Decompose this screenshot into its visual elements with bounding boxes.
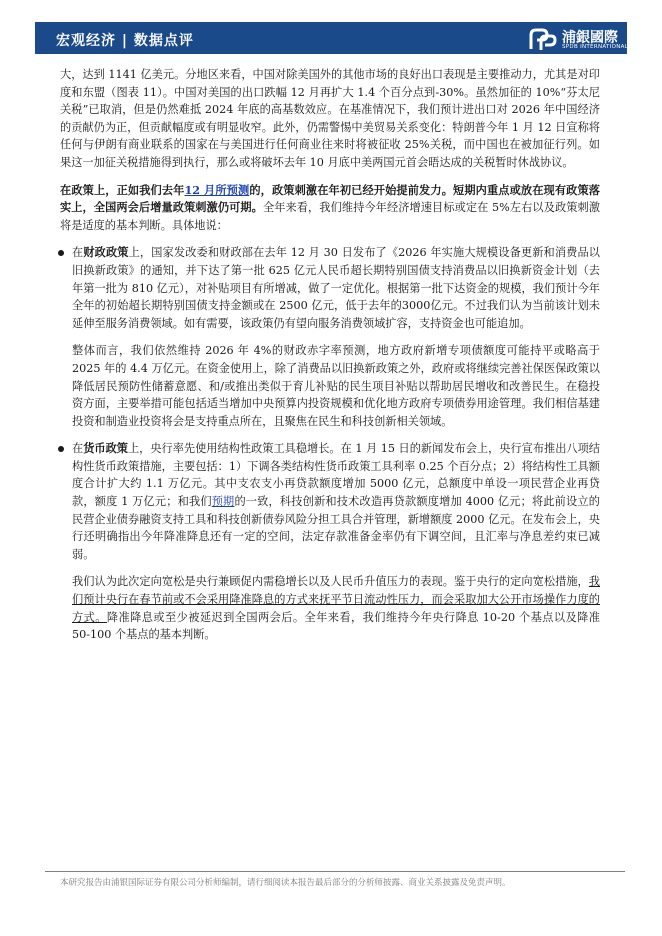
monetary-bullet <box>72 440 600 563</box>
monetary-bullet-text-a: 上，央行率先使用结构性政策工具稳增长。在 1 月 15 日的新闻发布会上，央行宣布推出八项结构性货币政策措施，主要包括：1）下调各类结构性货币政策工具利率 0.25 个百分点；2）将结构性工具额度合计扩大约 1.1 万亿元。其中支农支小再贷款额度增加 5000 亿元，总额度中单设一项民营企业再贷款，额度 1 万亿元；和我们 <box>72 442 600 509</box>
footer-disclaimer: 本研究报告由浦银国际证券有限公司分析师编制，请行细阅读本报告最后部分的分析师披露、商业关系披露及免责声明。 <box>60 878 511 888</box>
monetary-p2-b: 降准降息或至少被延迟到全国两会后。全年来看，我们维持今年央行降息 10-20 个基点以及降准 50-100 个基点的基本判断。 <box>72 610 600 642</box>
trade-paragraph: 大，达到 1141 亿美元。分地区来看，中国对除美国外的其他市场的良好出口表现是主要推动力，尤其是对印度和东盟（图表 11）。中国对美国的出口跌幅 12 月再扩大 1.4 个百分点到-30%。虽然加征的 10%“芬太尼关税”已取消，但是仍然难抵 2024 年底的高基数效应。在基准情况下，我们预计进出口对 2026 年中国经济的贡献仍为正，但贡献幅度或有明显收窄。此外，仍需警惕中美贸易关系变化：特朗普今年 1 月 12 日宣称将任何与伊朗有商业联系的国家在与美国进行任何商业往来时将被征收 25%关税，而中国也在被加征行列。如果这一加征关税措施得到执行，那么或将破坏去年 10 月底中美两国元首会晤达成的关税暂时休战协议。 <box>60 68 600 169</box>
monetary-bullet-pre: 在 <box>72 442 84 456</box>
expectation-link[interactable]: 预期 <box>211 495 235 509</box>
fiscal-bullet-text: 上，国家发改委和财政部在去年 12 月 30 日发布了《2026 年实施大规模设备更新和消费品以旧换新政策》的通知，并下达了第一批 625 亿元人民币超长期特别国债支持消费品以旧换新资金计划（去年第一批为 810 亿元），对补贴项目有所增减，做了一定优化。根据第一批下达资金的规模，我们预计今年全年的初始超长期特别国债支持金额或在 2500 亿元，低于去年的3000亿元。不过我们认为当前该计划未延伸至服务消费领域。如有需要，该政策仍有望向服务消费领域扩容，支持资金也可能追加。 <box>72 246 600 330</box>
logo-text-cn: 浦銀國際 <box>562 30 618 46</box>
fiscal-bullet <box>72 244 600 332</box>
logo-text-en: SPDB INTERNATIONAL <box>562 44 629 50</box>
fiscal-policy-label: 财政政策 <box>83 245 129 260</box>
monetary-paragraph-2 <box>72 573 600 643</box>
policy-intro-paragraph <box>60 182 600 235</box>
fiscal-bullet-pre: 在 <box>72 246 84 260</box>
logo-mark-icon <box>528 27 558 53</box>
forecast-link[interactable]: 12 月所预测 <box>184 182 250 197</box>
monetary-p2-a: 我们认为此次定向宽松是央行兼顾促内需稳增长以及人民币升值压力的表现。鉴于央行的定向宽松措施， <box>72 575 589 589</box>
policy-intro-bold-a: 在政策上，正如我们去年 <box>60 182 185 197</box>
header-title: 宏观经济 | 数据点评 <box>56 33 194 49</box>
footer-divider <box>45 871 625 872</box>
fiscal-section <box>72 244 600 430</box>
monetary-section <box>72 440 600 644</box>
monetary-bullet-text-b: 的一致，科技创新和技术改造再贷款额度增加 4000 亿元；将此前设立的民营企业债券融资支持工具和科技创新债券风险分担工具合并管理，新增额度 2000 亿元。在发布会上，央行还明确指出今年降准降息还有一定的空间，法定存款准备金率仍有下调空间，且汇率与净息差约束已减弱。 <box>72 495 600 561</box>
policy-intro-bold-b: 的，政策刺激在年初已经开始提前发力。短期内重点或放在现有政策落实上，全国两会后增量政策刺激仍可期。 <box>60 182 600 215</box>
report-body <box>60 66 600 644</box>
bullet-icon <box>58 250 64 256</box>
fiscal-paragraph-2: 整体而言，我们依然维持 2026 年 4%的财政赤字率预测，地方政府新增专项债额度可能持平或略高于 2025 年的 4.4 万亿元。在资金使用上，除了消费品以旧换新政策之外，政府或将继续完善社保医保政策以降低居民预防性储蓄意愿、和/或推出类似于育儿补贴的民生项目补贴以帮助居民增收和改善民生。在稳投资方面，主要举措可能包括适当增加中央预算内投资规模和优化地方政府专项债券用途管理。我们相信基建投资和制造业投资将会是支持重点所在，且聚焦在民生和科技创新相关领域。 <box>72 344 600 428</box>
monetary-policy-label: 货币政策 <box>83 441 128 456</box>
monetary-p2-underlined: 我们预计央行在春节前或不会采用降准降息的方式来抚平节日流动性压力，而会采取加大公开市场操作力度的方式。 <box>72 575 600 624</box>
policy-intro-rest: 全年来看，我们维持今年经济增速目标或定在 5%左右以及政策刺激将是适度的基本判断。具体地说： <box>60 201 600 232</box>
page-header <box>0 0 662 58</box>
bullet-icon <box>58 446 64 452</box>
